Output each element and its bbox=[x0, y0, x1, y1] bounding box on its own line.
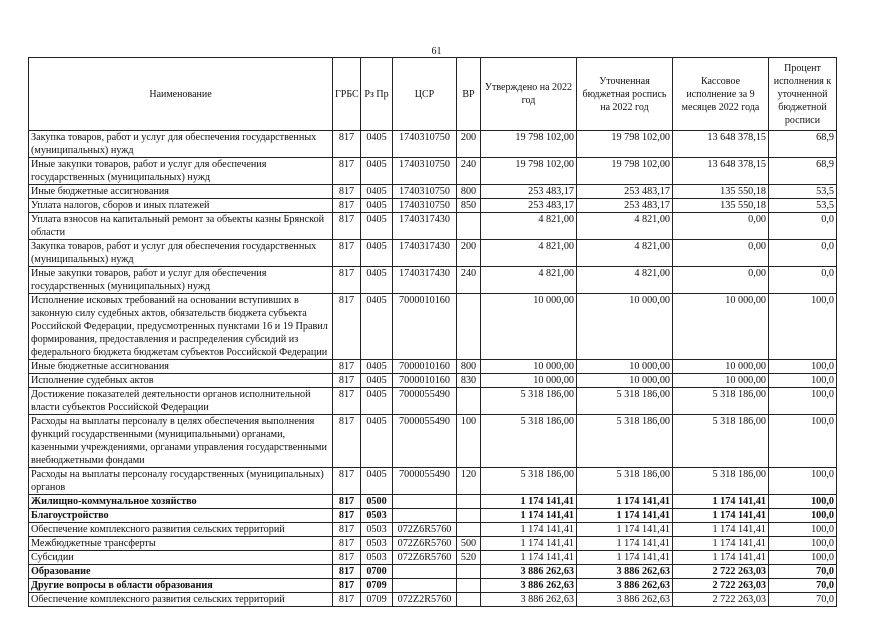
row-csr bbox=[393, 509, 457, 523]
row-approved: 1 174 141,41 bbox=[481, 495, 577, 509]
row-approved: 10 000,00 bbox=[481, 294, 577, 360]
row-name: Исполнение исковых требований на основании вступивших в законную силу судебных актов, обязательств бюджета субъекта Российской Федерации, предусмотренных пунктами 16 и 19 Правил формирования, предоставления и распределения субсидий из федерального бюджета бюджетам субъектов Российской Федерации bbox=[29, 294, 333, 360]
row-rzpr: 0405 bbox=[361, 388, 393, 415]
table-row bbox=[29, 468, 837, 495]
row-rzpr: 0700 bbox=[361, 565, 393, 579]
row-cash: 5 318 186,00 bbox=[673, 388, 769, 415]
row-percent: 100,0 bbox=[769, 495, 837, 509]
row-name: Закупка товаров, работ и услуг для обеспечения государственных (муниципальных) нужд bbox=[29, 131, 333, 158]
row-rzpr: 0709 bbox=[361, 579, 393, 593]
row-cash: 1 174 141,41 bbox=[673, 537, 769, 551]
row-csr: 1740310750 bbox=[393, 185, 457, 199]
header-csr: ЦСР bbox=[393, 58, 457, 131]
row-name: Обеспечение комплексного развития сельских территорий bbox=[29, 593, 333, 607]
row-refined: 5 318 186,00 bbox=[577, 388, 673, 415]
row-rzpr: 0405 bbox=[361, 468, 393, 495]
row-approved: 10 000,00 bbox=[481, 374, 577, 388]
row-refined: 19 798 102,00 bbox=[577, 158, 673, 185]
row-rzpr: 0405 bbox=[361, 294, 393, 360]
row-csr: 1740317430 bbox=[393, 240, 457, 267]
row-rzpr: 0405 bbox=[361, 374, 393, 388]
table-row bbox=[29, 360, 837, 374]
row-percent: 70,0 bbox=[769, 593, 837, 607]
row-grbs: 817 bbox=[333, 495, 361, 509]
row-approved: 5 318 186,00 bbox=[481, 388, 577, 415]
row-refined: 10 000,00 bbox=[577, 374, 673, 388]
row-name: Закупка товаров, работ и услуг для обеспечения государственных (муниципальных) нужд bbox=[29, 240, 333, 267]
row-vr: 520 bbox=[457, 551, 481, 565]
row-vr bbox=[457, 294, 481, 360]
row-csr: 7000055490 bbox=[393, 388, 457, 415]
row-vr bbox=[457, 388, 481, 415]
row-rzpr: 0405 bbox=[361, 360, 393, 374]
row-grbs: 817 bbox=[333, 565, 361, 579]
table-row bbox=[29, 158, 837, 185]
row-percent: 100,0 bbox=[769, 360, 837, 374]
row-rzpr: 0405 bbox=[361, 267, 393, 294]
row-vr bbox=[457, 495, 481, 509]
row-vr bbox=[457, 579, 481, 593]
row-refined: 1 174 141,41 bbox=[577, 551, 673, 565]
row-rzpr: 0405 bbox=[361, 185, 393, 199]
row-csr: 7000010160 bbox=[393, 294, 457, 360]
table-row bbox=[29, 185, 837, 199]
row-rzpr: 0405 bbox=[361, 240, 393, 267]
row-rzpr: 0405 bbox=[361, 158, 393, 185]
row-approved: 19 798 102,00 bbox=[481, 131, 577, 158]
row-grbs: 817 bbox=[333, 579, 361, 593]
row-cash: 0,00 bbox=[673, 267, 769, 294]
row-refined: 3 886 262,63 bbox=[577, 579, 673, 593]
row-approved: 3 886 262,63 bbox=[481, 565, 577, 579]
row-cash: 1 174 141,41 bbox=[673, 551, 769, 565]
table-row bbox=[29, 579, 837, 593]
table-row bbox=[29, 294, 837, 360]
row-refined: 19 798 102,00 bbox=[577, 131, 673, 158]
row-name: Уплата налогов, сборов и иных платежей bbox=[29, 199, 333, 213]
row-percent: 68,9 bbox=[769, 131, 837, 158]
row-cash: 5 318 186,00 bbox=[673, 468, 769, 495]
table-row bbox=[29, 199, 837, 213]
row-vr bbox=[457, 593, 481, 607]
row-vr: 240 bbox=[457, 267, 481, 294]
row-percent: 0,0 bbox=[769, 240, 837, 267]
row-cash: 13 648 378,15 bbox=[673, 158, 769, 185]
row-approved: 1 174 141,41 bbox=[481, 523, 577, 537]
row-rzpr: 0405 bbox=[361, 213, 393, 240]
row-percent: 100,0 bbox=[769, 374, 837, 388]
row-name: Другие вопросы в области образования bbox=[29, 579, 333, 593]
row-grbs: 817 bbox=[333, 294, 361, 360]
row-refined: 5 318 186,00 bbox=[577, 415, 673, 468]
row-name: Субсидии bbox=[29, 551, 333, 565]
row-csr bbox=[393, 579, 457, 593]
page-number: 61 bbox=[431, 46, 442, 57]
row-csr: 1740317430 bbox=[393, 267, 457, 294]
row-cash: 135 550,18 bbox=[673, 185, 769, 199]
row-rzpr: 0500 bbox=[361, 495, 393, 509]
row-cash: 13 648 378,15 bbox=[673, 131, 769, 158]
row-cash: 1 174 141,41 bbox=[673, 509, 769, 523]
table-row bbox=[29, 415, 837, 468]
row-name: Достижение показателей деятельности органов исполнительной власти субъектов Российской Федерации bbox=[29, 388, 333, 415]
row-cash: 135 550,18 bbox=[673, 199, 769, 213]
row-refined: 4 821,00 bbox=[577, 267, 673, 294]
row-refined: 5 318 186,00 bbox=[577, 468, 673, 495]
table-row bbox=[29, 213, 837, 240]
table-row bbox=[29, 593, 837, 607]
row-grbs: 817 bbox=[333, 593, 361, 607]
row-grbs: 817 bbox=[333, 199, 361, 213]
row-percent: 100,0 bbox=[769, 509, 837, 523]
header-name: Наименование bbox=[29, 58, 333, 131]
row-approved: 1 174 141,41 bbox=[481, 537, 577, 551]
row-percent: 100,0 bbox=[769, 415, 837, 468]
row-cash: 2 722 263,03 bbox=[673, 593, 769, 607]
row-rzpr: 0405 bbox=[361, 415, 393, 468]
row-percent: 100,0 bbox=[769, 523, 837, 537]
row-grbs: 817 bbox=[333, 509, 361, 523]
row-name: Исполнение судебных актов bbox=[29, 374, 333, 388]
row-csr: 7000055490 bbox=[393, 468, 457, 495]
row-refined: 3 886 262,63 bbox=[577, 593, 673, 607]
row-name: Образование bbox=[29, 565, 333, 579]
table-row bbox=[29, 267, 837, 294]
header-rzpr: Рз Пр bbox=[361, 58, 393, 131]
row-refined: 1 174 141,41 bbox=[577, 509, 673, 523]
row-refined: 253 483,17 bbox=[577, 185, 673, 199]
row-cash: 0,00 bbox=[673, 213, 769, 240]
row-name: Расходы на выплаты персоналу в целях обеспечения выполнения функций государственными (муниципальными) органами, казенными учреждениями, органами управления государственными внебюджетными фондами bbox=[29, 415, 333, 468]
row-csr: 1740310750 bbox=[393, 199, 457, 213]
row-rzpr: 0709 bbox=[361, 593, 393, 607]
table-row bbox=[29, 495, 837, 509]
row-name: Иные закупки товаров, работ и услуг для обеспечения государственных (муниципальных) нужд bbox=[29, 267, 333, 294]
row-csr: 7000010160 bbox=[393, 360, 457, 374]
table-row bbox=[29, 131, 837, 158]
row-percent: 70,0 bbox=[769, 579, 837, 593]
row-vr: 200 bbox=[457, 240, 481, 267]
row-name: Благоустройство bbox=[29, 509, 333, 523]
row-vr: 100 bbox=[457, 415, 481, 468]
row-approved: 253 483,17 bbox=[481, 199, 577, 213]
budget-table bbox=[28, 57, 837, 607]
row-approved: 10 000,00 bbox=[481, 360, 577, 374]
row-vr: 500 bbox=[457, 537, 481, 551]
row-cash: 10 000,00 bbox=[673, 374, 769, 388]
row-cash: 2 722 263,03 bbox=[673, 579, 769, 593]
row-csr: 1740317430 bbox=[393, 213, 457, 240]
header-refined: Уточненная бюджетная роспись на 2022 год bbox=[577, 58, 673, 131]
table-header-row bbox=[29, 58, 837, 131]
row-vr: 200 bbox=[457, 131, 481, 158]
row-approved: 19 798 102,00 bbox=[481, 158, 577, 185]
row-refined: 3 886 262,63 bbox=[577, 565, 673, 579]
row-grbs: 817 bbox=[333, 240, 361, 267]
row-cash: 2 722 263,03 bbox=[673, 565, 769, 579]
row-name: Межбюджетные трансферты bbox=[29, 537, 333, 551]
row-percent: 100,0 bbox=[769, 468, 837, 495]
row-approved: 253 483,17 bbox=[481, 185, 577, 199]
table-row bbox=[29, 551, 837, 565]
row-cash: 1 174 141,41 bbox=[673, 523, 769, 537]
row-name: Иные закупки товаров, работ и услуг для обеспечения государственных (муниципальных) нужд bbox=[29, 158, 333, 185]
header-grbs: ГРБС bbox=[333, 58, 361, 131]
row-percent: 100,0 bbox=[769, 537, 837, 551]
row-percent: 100,0 bbox=[769, 551, 837, 565]
row-grbs: 817 bbox=[333, 551, 361, 565]
row-grbs: 817 bbox=[333, 185, 361, 199]
row-refined: 10 000,00 bbox=[577, 294, 673, 360]
row-csr: 1740310750 bbox=[393, 131, 457, 158]
row-percent: 0,0 bbox=[769, 213, 837, 240]
row-csr: 7000010160 bbox=[393, 374, 457, 388]
row-grbs: 817 bbox=[333, 523, 361, 537]
row-name: Обеспечение комплексного развития сельских территорий bbox=[29, 523, 333, 537]
row-approved: 4 821,00 bbox=[481, 213, 577, 240]
row-grbs: 817 bbox=[333, 158, 361, 185]
row-vr bbox=[457, 565, 481, 579]
row-approved: 4 821,00 bbox=[481, 267, 577, 294]
row-csr bbox=[393, 565, 457, 579]
row-percent: 53,5 bbox=[769, 199, 837, 213]
row-vr: 850 bbox=[457, 199, 481, 213]
row-approved: 1 174 141,41 bbox=[481, 551, 577, 565]
table-row bbox=[29, 388, 837, 415]
row-name: Жилищно-коммунальное хозяйство bbox=[29, 495, 333, 509]
row-refined: 253 483,17 bbox=[577, 199, 673, 213]
row-vr: 120 bbox=[457, 468, 481, 495]
row-grbs: 817 bbox=[333, 360, 361, 374]
row-refined: 1 174 141,41 bbox=[577, 523, 673, 537]
header-approved: Утверждено на 2022 год bbox=[481, 58, 577, 131]
row-grbs: 817 bbox=[333, 415, 361, 468]
row-cash: 1 174 141,41 bbox=[673, 495, 769, 509]
row-rzpr: 0503 bbox=[361, 551, 393, 565]
row-grbs: 817 bbox=[333, 267, 361, 294]
row-name: Иные бюджетные ассигнования bbox=[29, 185, 333, 199]
table-row bbox=[29, 565, 837, 579]
table-row bbox=[29, 374, 837, 388]
row-name: Иные бюджетные ассигнования bbox=[29, 360, 333, 374]
row-vr bbox=[457, 213, 481, 240]
row-rzpr: 0405 bbox=[361, 199, 393, 213]
row-grbs: 817 bbox=[333, 537, 361, 551]
row-csr: 7000055490 bbox=[393, 415, 457, 468]
row-refined: 1 174 141,41 bbox=[577, 537, 673, 551]
row-approved: 3 886 262,63 bbox=[481, 593, 577, 607]
header-vr: ВР bbox=[457, 58, 481, 131]
row-percent: 100,0 bbox=[769, 294, 837, 360]
row-refined: 10 000,00 bbox=[577, 360, 673, 374]
row-vr: 800 bbox=[457, 185, 481, 199]
row-grbs: 817 bbox=[333, 131, 361, 158]
row-refined: 1 174 141,41 bbox=[577, 495, 673, 509]
header-percent: Процент исполнения к уточненной бюджетной росписи bbox=[769, 58, 837, 131]
row-name: Расходы на выплаты персоналу государственных (муниципальных) органов bbox=[29, 468, 333, 495]
row-csr bbox=[393, 495, 457, 509]
row-grbs: 817 bbox=[333, 468, 361, 495]
row-vr bbox=[457, 509, 481, 523]
row-vr: 240 bbox=[457, 158, 481, 185]
row-percent: 68,9 bbox=[769, 158, 837, 185]
row-rzpr: 0503 bbox=[361, 509, 393, 523]
row-csr: 072Z6R5760 bbox=[393, 523, 457, 537]
row-percent: 70,0 bbox=[769, 565, 837, 579]
row-vr: 830 bbox=[457, 374, 481, 388]
row-rzpr: 0503 bbox=[361, 537, 393, 551]
row-csr: 072Z6R5760 bbox=[393, 551, 457, 565]
header-cash: Кассовое исполнение за 9 месяцев 2022 года bbox=[673, 58, 769, 131]
row-approved: 5 318 186,00 bbox=[481, 468, 577, 495]
row-csr: 072Z2R5760 bbox=[393, 593, 457, 607]
row-approved: 4 821,00 bbox=[481, 240, 577, 267]
row-grbs: 817 bbox=[333, 388, 361, 415]
row-approved: 3 886 262,63 bbox=[481, 579, 577, 593]
table-row bbox=[29, 537, 837, 551]
row-name: Уплата взносов на капитальный ремонт за объекты казны Брянской области bbox=[29, 213, 333, 240]
row-grbs: 817 bbox=[333, 213, 361, 240]
row-refined: 4 821,00 bbox=[577, 213, 673, 240]
row-cash: 10 000,00 bbox=[673, 360, 769, 374]
row-rzpr: 0503 bbox=[361, 523, 393, 537]
table-row bbox=[29, 523, 837, 537]
row-csr: 1740310750 bbox=[393, 158, 457, 185]
row-cash: 5 318 186,00 bbox=[673, 415, 769, 468]
row-vr bbox=[457, 523, 481, 537]
row-vr: 800 bbox=[457, 360, 481, 374]
row-cash: 10 000,00 bbox=[673, 294, 769, 360]
row-rzpr: 0405 bbox=[361, 131, 393, 158]
table-row bbox=[29, 509, 837, 523]
row-refined: 4 821,00 bbox=[577, 240, 673, 267]
table-row bbox=[29, 240, 837, 267]
row-grbs: 817 bbox=[333, 374, 361, 388]
row-csr: 072Z6R5760 bbox=[393, 537, 457, 551]
row-approved: 5 318 186,00 bbox=[481, 415, 577, 468]
row-percent: 100,0 bbox=[769, 388, 837, 415]
row-percent: 53,5 bbox=[769, 185, 837, 199]
row-approved: 1 174 141,41 bbox=[481, 509, 577, 523]
row-cash: 0,00 bbox=[673, 240, 769, 267]
row-percent: 0,0 bbox=[769, 267, 837, 294]
